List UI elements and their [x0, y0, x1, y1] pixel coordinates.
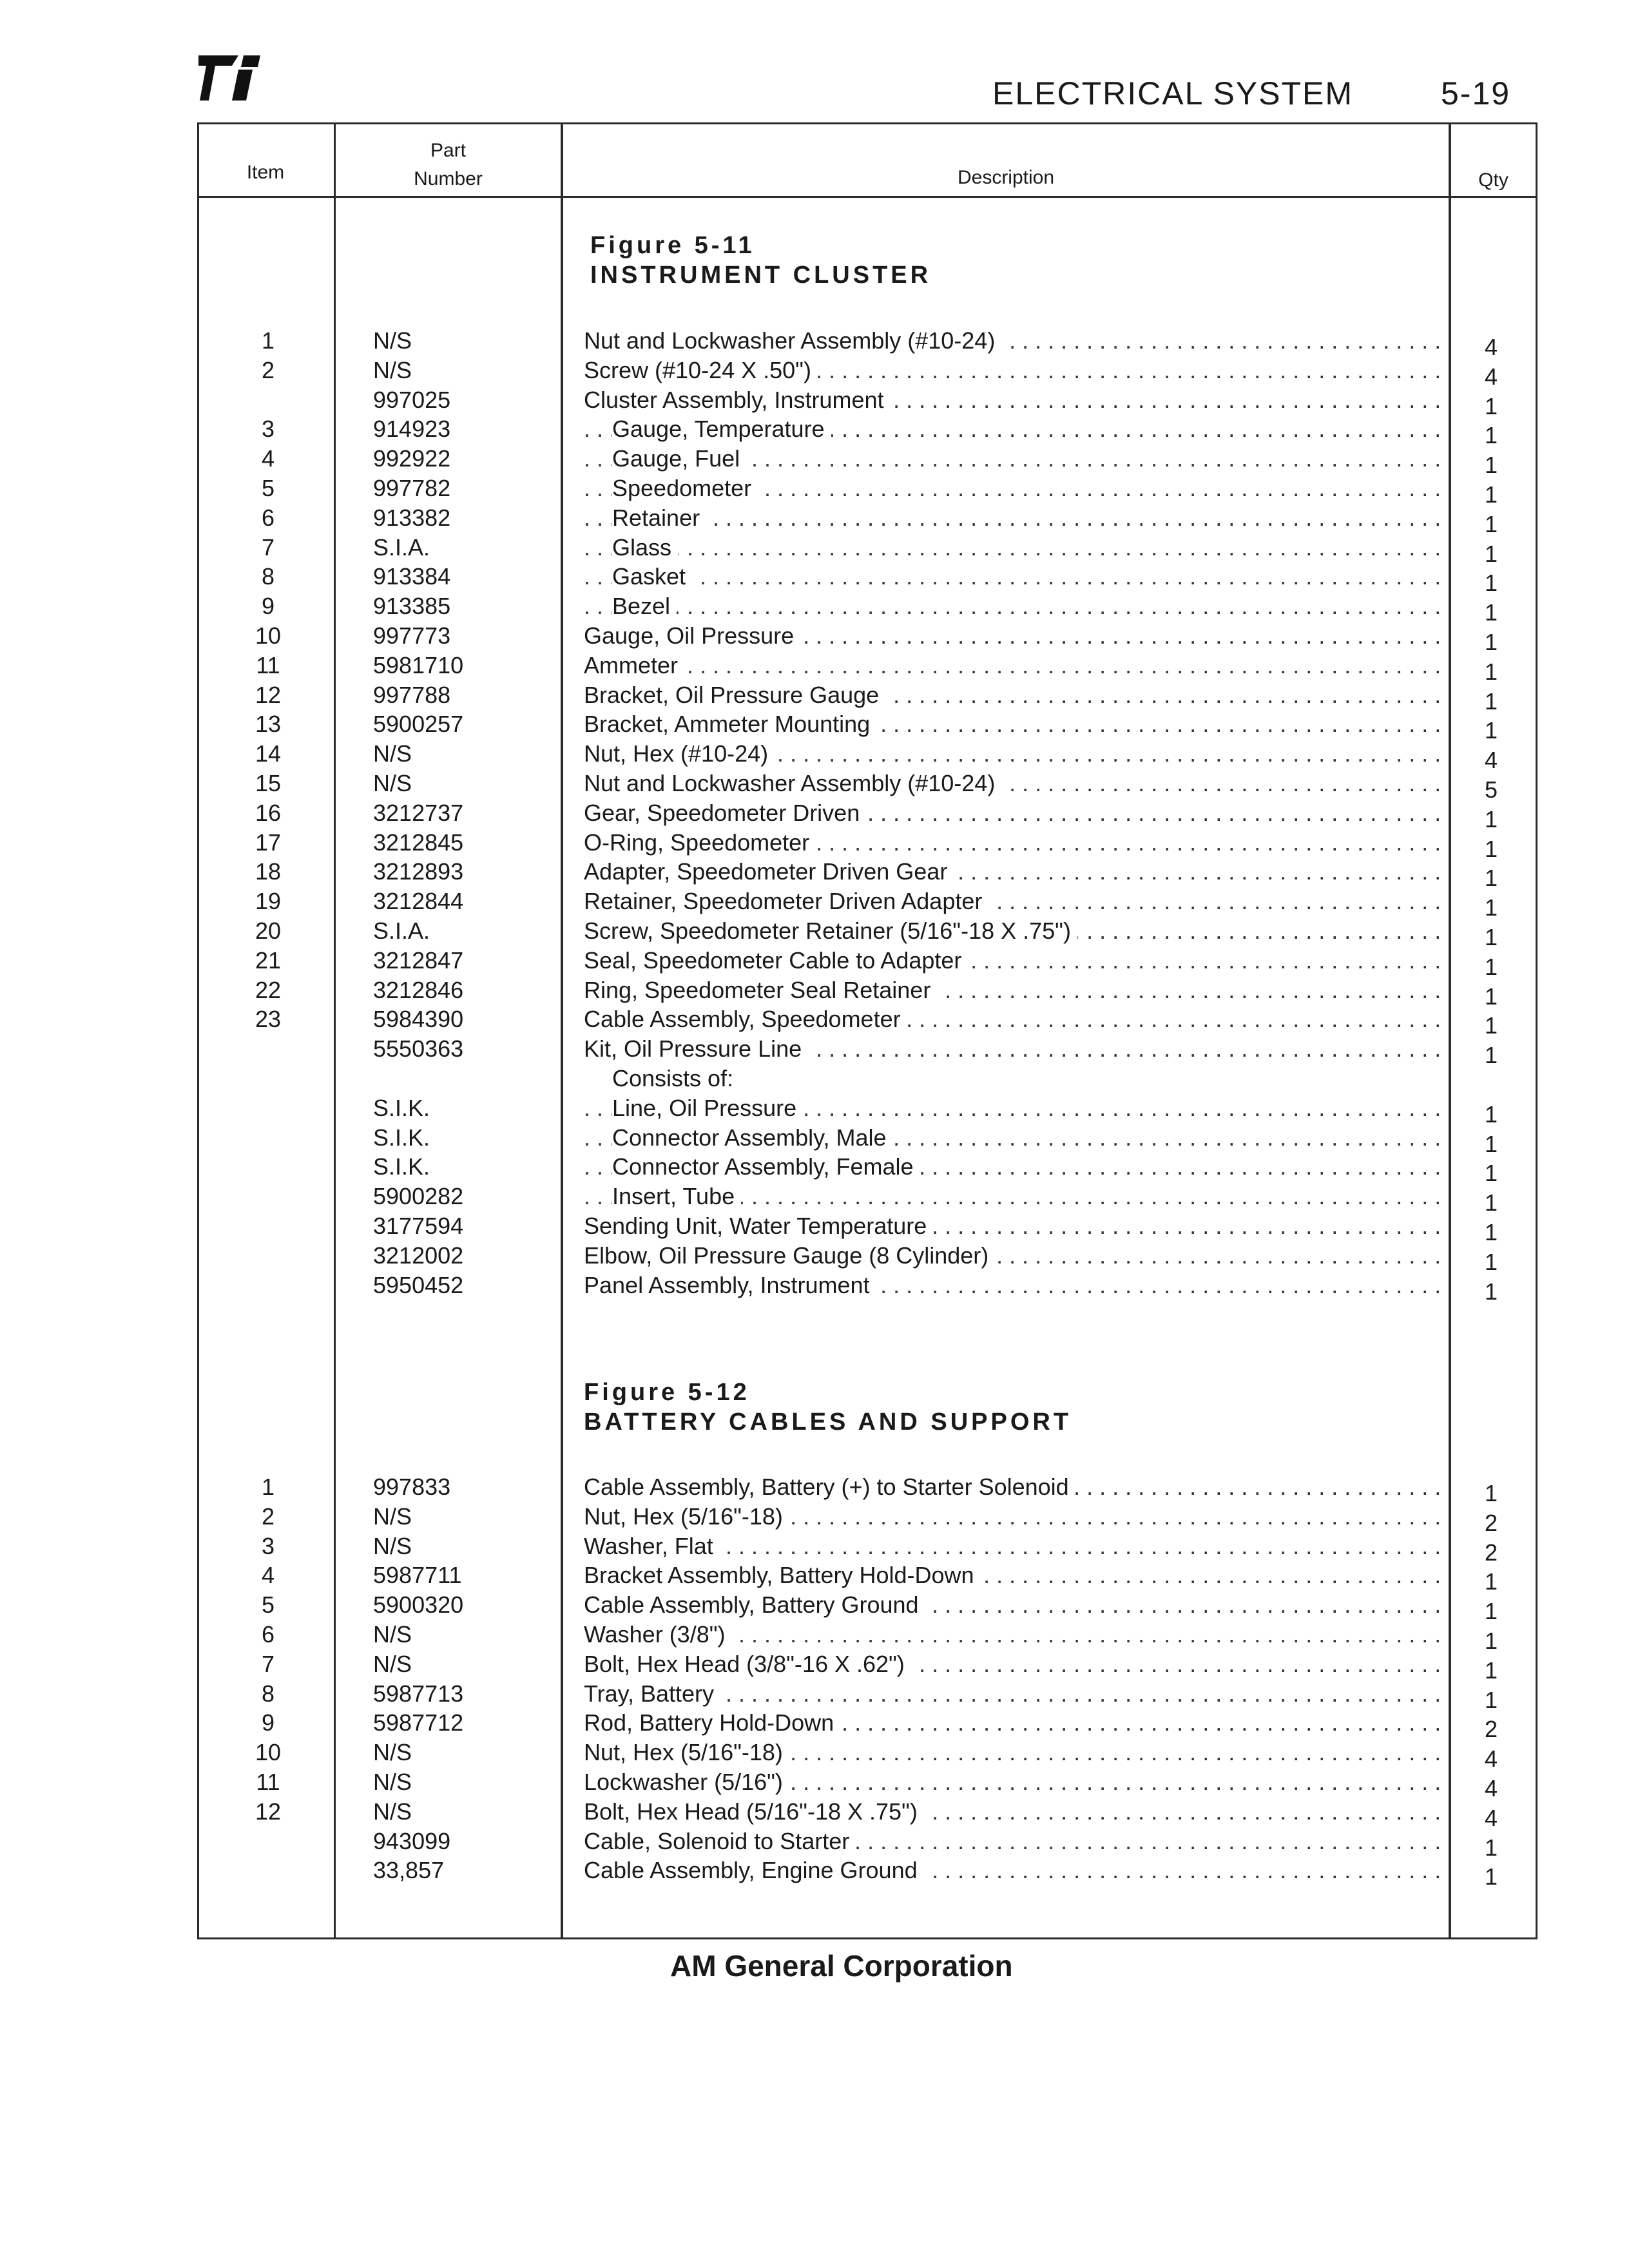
table-row — [197, 1708, 1537, 1742]
quantity: 1 — [1484, 1687, 1498, 1713]
item-number: 23 — [255, 1006, 282, 1032]
item-number: 10 — [255, 1739, 282, 1765]
description-text: Speedometer — [612, 475, 758, 501]
parts-table — [197, 122, 1537, 1939]
description-cell — [584, 857, 1447, 887]
description-cell — [584, 562, 1447, 591]
figure-5-11-title: INSTRUMENT CLUSTER — [590, 262, 932, 289]
description-cell — [584, 1856, 1447, 1885]
table-row — [197, 1472, 1537, 1506]
item-number: 10 — [255, 622, 282, 649]
quantity: 1 — [1484, 865, 1498, 891]
quantity: 1 — [1484, 1101, 1498, 1128]
table-row — [197, 1093, 1537, 1128]
table-row — [197, 1034, 1537, 1068]
quantity: 1 — [1484, 452, 1498, 478]
part-number: 997773 — [373, 622, 451, 649]
item-number: 19 — [255, 888, 282, 914]
description-text: Gear, Speedometer Driven — [584, 800, 866, 826]
description-text: Kit, Oil Pressure Line — [584, 1035, 808, 1062]
part-number: S.I.A. — [373, 918, 430, 944]
table-row — [197, 1004, 1537, 1039]
description-text: Bracket, Ammeter Mounting — [584, 711, 876, 737]
part-number: 997788 — [373, 682, 451, 708]
table-row — [197, 1767, 1537, 1802]
quantity: 4 — [1484, 363, 1498, 390]
item-number: 14 — [255, 740, 282, 767]
item-number: 22 — [255, 977, 282, 1003]
part-number: N/S — [373, 1798, 412, 1825]
table-row — [197, 1856, 1537, 1890]
table-row — [197, 769, 1537, 803]
item-number: 18 — [255, 858, 282, 885]
quantity: 1 — [1484, 894, 1498, 921]
item-number: 12 — [255, 682, 282, 708]
table-row — [197, 739, 1537, 773]
description-text: Glass — [612, 534, 678, 561]
description-text: Retainer, Speedometer Driven Adapter — [584, 888, 988, 914]
table-row — [197, 414, 1537, 448]
item-number: 16 — [255, 800, 282, 826]
description-text: Cable Assembly, Battery Ground — [584, 1591, 925, 1618]
table-row — [197, 709, 1537, 744]
description-cell — [584, 385, 1447, 415]
quantity: 5 — [1484, 776, 1498, 803]
item-number: 9 — [261, 593, 275, 619]
description-text: Ammeter — [584, 652, 684, 678]
part-number: 33,857 — [373, 1857, 445, 1883]
description-cell — [584, 591, 1447, 621]
table-row — [197, 562, 1537, 596]
description-cell — [584, 414, 1447, 444]
part-number: N/S — [373, 1739, 412, 1765]
quantity: 4 — [1484, 334, 1498, 360]
description-text: Washer (3/8") — [584, 1621, 732, 1648]
description-text: Nut, Hex (5/16"-18) — [584, 1503, 789, 1530]
part-number: S.I.K. — [373, 1153, 430, 1180]
description-cell — [584, 1004, 1447, 1034]
quantity: 1 — [1484, 1042, 1498, 1068]
description-cell — [584, 533, 1447, 562]
figure-5-12-title: BATTERY CABLES AND SUPPORT — [584, 1408, 1072, 1436]
item-number: 2 — [261, 1503, 275, 1530]
quantity: 1 — [1484, 688, 1498, 715]
description-text: Line, Oil Pressure — [612, 1095, 803, 1121]
table-row — [197, 651, 1537, 685]
table-row — [197, 1532, 1537, 1566]
item-number: 15 — [255, 770, 282, 796]
part-number: N/S — [373, 327, 412, 354]
item-number: 4 — [261, 445, 275, 472]
part-number: 997782 — [373, 475, 451, 501]
part-number: 5900257 — [373, 711, 464, 737]
description-text: Screw (#10-24 X .50") — [584, 357, 818, 383]
table-row — [197, 828, 1537, 862]
part-number: N/S — [373, 1621, 412, 1648]
description-cell — [584, 1211, 1447, 1241]
col-header-item: Item — [246, 162, 285, 183]
table-row — [197, 1561, 1537, 1595]
quantity: 1 — [1484, 1189, 1498, 1216]
table-border-top — [197, 122, 1537, 124]
description-text: Gauge, Fuel — [612, 445, 746, 472]
part-number: N/S — [373, 357, 412, 383]
quantity: 1 — [1484, 1012, 1498, 1039]
table-row — [197, 1123, 1537, 1157]
table-row — [197, 1241, 1537, 1275]
quantity: 2 — [1484, 1510, 1498, 1536]
description-text: Rod, Battery Hold-Down — [584, 1709, 840, 1736]
figure-5-11-label: Figure 5-11 — [590, 232, 755, 259]
description-cell — [584, 1472, 1447, 1502]
item-number: 13 — [255, 711, 282, 737]
quantity: 2 — [1484, 1539, 1498, 1566]
quantity: 1 — [1484, 570, 1498, 596]
description-text: Connector Assembly, Male — [612, 1124, 893, 1151]
quantity: 1 — [1484, 717, 1498, 744]
item-number: 1 — [261, 1474, 275, 1500]
part-number: N/S — [373, 1651, 412, 1677]
item-number: 7 — [261, 534, 275, 561]
description-cell — [584, 621, 1447, 651]
description-text: Adapter, Speedometer Driven Gear — [584, 858, 954, 885]
table-row — [197, 1271, 1537, 1305]
description-text: Washer, Flat — [584, 1533, 720, 1559]
quantity: 1 — [1484, 658, 1498, 685]
part-number: 913385 — [373, 593, 451, 619]
description-text: Gauge, Temperature — [612, 416, 831, 442]
quantity: 1 — [1484, 836, 1498, 862]
description-text: Seal, Speedometer Cable to Adapter — [584, 947, 968, 974]
description-cell — [584, 739, 1447, 769]
item-number: 6 — [261, 505, 275, 531]
table-row — [197, 1152, 1537, 1186]
col-header-description: Description — [957, 167, 1055, 188]
item-number: 12 — [255, 1798, 282, 1825]
table-row — [197, 444, 1537, 478]
item-number: 5 — [261, 475, 275, 501]
quantity: 2 — [1484, 1716, 1498, 1742]
description-cell — [584, 946, 1447, 975]
description-text: Panel Assembly, Instrument — [584, 1272, 876, 1298]
part-number: 5987713 — [373, 1680, 464, 1707]
part-number: 913382 — [373, 505, 451, 531]
item-number: 3 — [261, 416, 275, 442]
description-cell — [584, 1827, 1447, 1856]
description-cell — [584, 356, 1447, 385]
description-text: Elbow, Oil Pressure Gauge (8 Cylinder) — [584, 1242, 995, 1269]
description-cell — [584, 680, 1447, 710]
part-number: 3212844 — [373, 888, 464, 914]
quantity: 1 — [1484, 1628, 1498, 1654]
part-number: 3212737 — [373, 800, 464, 826]
description-text: Gasket — [612, 563, 692, 590]
table-row — [197, 680, 1537, 715]
description-text: Tray, Battery — [584, 1680, 720, 1707]
description-text: Nut, Hex (5/16"-18) — [584, 1739, 789, 1765]
description-text: Connector Assembly, Female — [612, 1153, 920, 1180]
quantity: 1 — [1484, 1863, 1498, 1890]
description-text: Screw, Speedometer Retainer (5/16"-18 X .75") — [584, 918, 1077, 944]
header-rule — [197, 196, 1537, 198]
part-number: N/S — [373, 1769, 412, 1795]
description-text: Bracket, Oil Pressure Gauge — [584, 682, 885, 708]
description-cell — [584, 1271, 1447, 1300]
description-text: Cable Assembly, Speedometer — [584, 1006, 907, 1032]
table-row — [197, 474, 1537, 508]
table-row — [197, 385, 1537, 419]
quantity: 1 — [1484, 1131, 1498, 1157]
description-text: Cluster Assembly, Instrument — [584, 387, 891, 413]
table-row — [197, 857, 1537, 891]
col-header-part — [336, 137, 561, 193]
description-cell — [584, 474, 1447, 503]
item-number: 2 — [261, 357, 275, 383]
description-cell — [584, 1649, 1447, 1679]
description-text: Retainer — [612, 505, 706, 531]
table-row — [197, 503, 1537, 537]
quantity: 4 — [1484, 1745, 1498, 1772]
quantity: 1 — [1484, 1480, 1498, 1506]
item-number: 6 — [261, 1621, 275, 1648]
part-number: 997833 — [373, 1474, 451, 1500]
description-cell — [584, 1064, 1447, 1093]
item-number: 11 — [256, 652, 280, 678]
description-text: Bezel — [612, 593, 677, 619]
table-row — [197, 1679, 1537, 1713]
description-text: Gauge, Oil Pressure — [584, 622, 800, 649]
am-general-logo — [198, 53, 269, 103]
description-text: Cable Assembly, Battery (+) to Starter Solenoid — [584, 1474, 1075, 1500]
table-row — [197, 591, 1537, 626]
description-cell — [584, 1093, 1447, 1123]
description-text: Bracket Assembly, Battery Hold-Down — [584, 1562, 981, 1588]
description-cell — [584, 1532, 1447, 1561]
part-number: S.I.K. — [373, 1124, 430, 1151]
section-title: ELECTRICAL SYSTEM — [992, 75, 1354, 111]
quantity: 4 — [1484, 1805, 1498, 1831]
part-number: 3177594 — [373, 1213, 464, 1239]
figure-5-12-label: Figure 5-12 — [584, 1379, 750, 1406]
table-row — [197, 1649, 1537, 1684]
description-cell — [584, 916, 1447, 946]
quantity: 4 — [1484, 747, 1498, 773]
description-cell — [584, 651, 1447, 680]
item-number: 1 — [261, 327, 275, 354]
description-text: Insert, Tube — [612, 1183, 741, 1209]
description-text: Nut, Hex (#10-24) — [584, 740, 775, 767]
quantity: 1 — [1484, 541, 1498, 567]
item-number: 5 — [261, 1591, 275, 1618]
table-row — [197, 533, 1537, 567]
item-number: 21 — [255, 947, 282, 974]
part-number: 913384 — [373, 563, 451, 590]
description-cell — [584, 444, 1447, 474]
part-number: S.I.K. — [373, 1095, 430, 1121]
description-text: Lockwasher (5/16") — [584, 1769, 789, 1795]
item-number: 11 — [256, 1769, 280, 1795]
part-number: 997025 — [373, 387, 451, 413]
quantity: 1 — [1484, 983, 1498, 1010]
description-cell — [584, 1679, 1447, 1709]
description-cell — [584, 1152, 1447, 1182]
quantity: 4 — [1484, 1775, 1498, 1802]
quantity: 1 — [1484, 393, 1498, 419]
table-row — [197, 1827, 1537, 1861]
description-cell — [584, 1561, 1447, 1590]
table-row — [197, 1182, 1537, 1216]
description-text: Bolt, Hex Head (3/8"-16 X .62") — [584, 1651, 911, 1677]
table-row — [197, 1797, 1537, 1831]
item-number: 17 — [255, 829, 282, 856]
col-header-part-line2: Number — [414, 168, 483, 189]
table-row — [197, 621, 1537, 655]
quantity: 1 — [1484, 481, 1498, 508]
part-number: N/S — [373, 1503, 412, 1530]
description-cell — [584, 326, 1447, 356]
quantity: 1 — [1484, 1568, 1498, 1595]
quantity: 1 — [1484, 1834, 1498, 1861]
item-number: 8 — [261, 563, 275, 590]
quantity: 1 — [1484, 1657, 1498, 1684]
part-number: 914923 — [373, 416, 451, 442]
table-row — [197, 798, 1537, 832]
quantity: 1 — [1484, 924, 1498, 950]
description-cell — [584, 1034, 1447, 1064]
description-cell — [584, 1797, 1447, 1827]
part-number: 5950452 — [373, 1272, 464, 1298]
table-row — [197, 1064, 1537, 1093]
description-cell — [584, 1767, 1447, 1797]
description-text: Nut and Lockwasher Assembly (#10-24) — [584, 770, 1001, 796]
description-cell — [584, 798, 1447, 828]
quantity: 1 — [1484, 1160, 1498, 1186]
table-row — [197, 1590, 1537, 1624]
quantity: 1 — [1484, 599, 1498, 626]
table-row — [197, 916, 1537, 950]
description-cell — [584, 1590, 1447, 1620]
description-cell — [584, 828, 1447, 858]
quantity: 1 — [1484, 1278, 1498, 1305]
table-border-bottom — [197, 1937, 1537, 1939]
part-number: 5900320 — [373, 1591, 464, 1618]
quantity: 1 — [1484, 629, 1498, 655]
part-number: 5987712 — [373, 1709, 464, 1736]
description-cell — [584, 769, 1447, 798]
part-number: 3212893 — [373, 858, 464, 885]
quantity: 1 — [1484, 1598, 1498, 1624]
part-number: 3212845 — [373, 829, 464, 856]
description-cell — [584, 1502, 1447, 1532]
description-cell — [584, 1620, 1447, 1649]
description-text: Nut and Lockwasher Assembly (#10-24) — [584, 327, 1001, 354]
description-cell — [584, 1123, 1447, 1153]
part-number: N/S — [373, 740, 412, 767]
description-text: Consists of: — [612, 1065, 740, 1091]
description-cell — [584, 1708, 1447, 1738]
description-text: Cable, Solenoid to Starter — [584, 1828, 856, 1854]
item-number: 8 — [261, 1680, 275, 1707]
description-text: Sending Unit, Water Temperature — [584, 1213, 933, 1239]
part-number: 5984390 — [373, 1006, 464, 1032]
part-number: 5987711 — [373, 1562, 462, 1588]
table-row — [197, 1211, 1537, 1245]
table-row — [197, 946, 1537, 980]
part-number: 5550363 — [373, 1035, 464, 1062]
table-row — [197, 887, 1537, 921]
part-number: 943099 — [373, 1828, 451, 1854]
table-row — [197, 326, 1537, 360]
quantity: 1 — [1484, 1219, 1498, 1245]
part-number: 3212002 — [373, 1242, 464, 1269]
description-cell — [584, 887, 1447, 916]
quantity: 1 — [1484, 806, 1498, 832]
table-row — [197, 975, 1537, 1010]
part-number: 5900282 — [373, 1183, 464, 1209]
part-number: N/S — [373, 1533, 412, 1559]
item-number: 3 — [261, 1533, 275, 1559]
description-cell — [584, 1738, 1447, 1767]
item-number: 4 — [261, 1562, 275, 1588]
part-number: 5981710 — [373, 652, 464, 678]
col-header-qty: Qty — [1478, 169, 1509, 191]
table-row — [197, 1502, 1537, 1536]
description-cell — [584, 503, 1447, 533]
col-header-part-line1: Part — [430, 140, 467, 161]
description-cell — [584, 975, 1447, 1005]
quantity: 1 — [1484, 422, 1498, 448]
description-text: Ring, Speedometer Seal Retainer — [584, 977, 937, 1003]
publisher-footer: AM General Corporation — [670, 1949, 1013, 1983]
table-row — [197, 356, 1537, 390]
quantity: 1 — [1484, 954, 1498, 980]
item-number: 9 — [261, 1709, 275, 1736]
part-number: 3212846 — [373, 977, 464, 1003]
table-row — [197, 1738, 1537, 1772]
description-cell — [584, 1182, 1447, 1211]
part-number: 3212847 — [373, 947, 464, 974]
part-number: S.I.A. — [373, 534, 430, 561]
quantity: 1 — [1484, 511, 1498, 537]
item-number: 20 — [255, 918, 282, 944]
description-cell — [584, 709, 1447, 739]
item-number: 7 — [261, 1651, 275, 1677]
description-text: O-Ring, Speedometer — [584, 829, 816, 856]
part-number: 992922 — [373, 445, 451, 472]
description-cell — [584, 1241, 1447, 1271]
part-number: N/S — [373, 770, 412, 796]
description-text: Cable Assembly, Engine Ground — [584, 1857, 924, 1883]
quantity: 1 — [1484, 1249, 1498, 1275]
table-row — [197, 1620, 1537, 1654]
description-text: Bolt, Hex Head (5/16"-18 X .75") — [584, 1798, 924, 1825]
page-number: 5-19 — [1441, 75, 1511, 111]
